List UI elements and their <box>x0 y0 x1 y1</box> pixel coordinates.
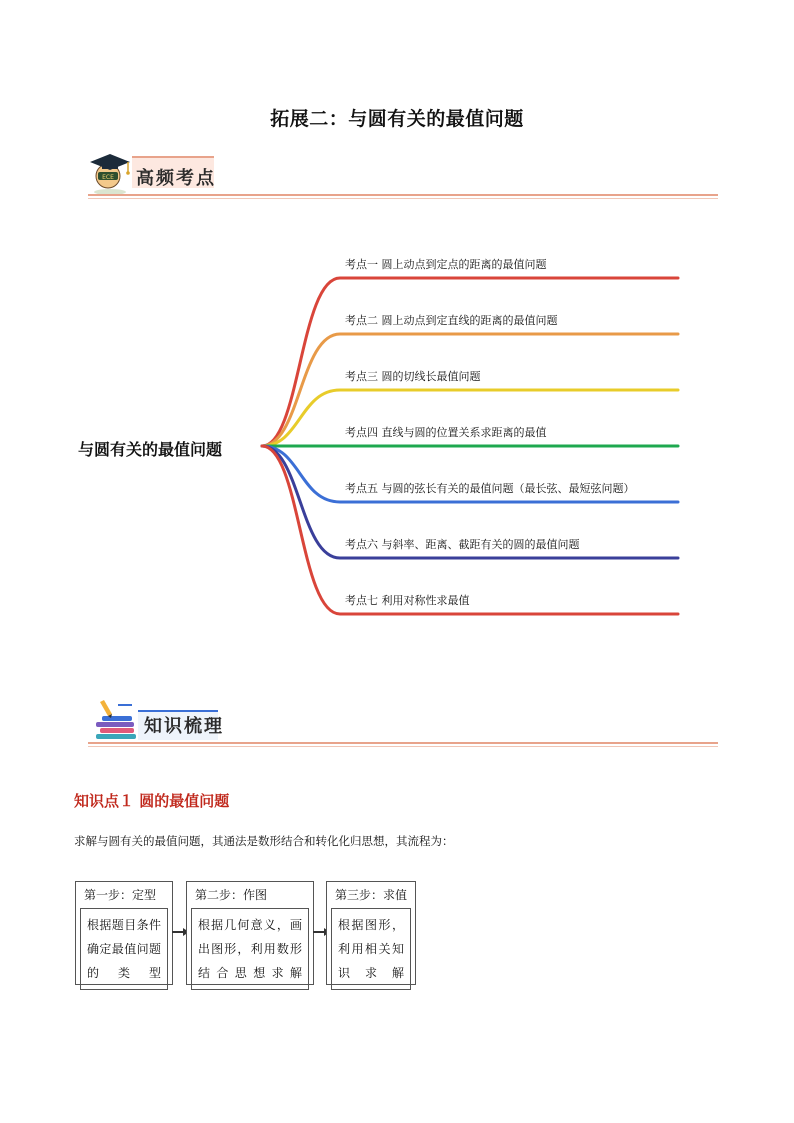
mindmap-branch-label-3: 考点三 圆的切线长最值问题 <box>345 370 481 383</box>
mindmap-branch-label-2: 考点二 圆上动点到定直线的距离的最值问题 <box>345 314 558 327</box>
flow-step-head: 第三步：求值 <box>335 888 408 902</box>
mindmap-branch-label-1: 考点一 圆上动点到定点的距离的最值问题 <box>345 258 547 271</box>
flow-step-3 <box>326 881 416 985</box>
svg-text:ECE: ECE <box>102 174 114 181</box>
mindmap-branch-label-4: 考点四 直线与圆的位置关系求距离的最值 <box>345 426 547 439</box>
arrow-right-icon <box>313 931 325 933</box>
flow-step-body: 根据图形，利用相关知识求解 <box>331 908 411 990</box>
section-header-knowledge <box>88 700 718 744</box>
flow-step-body: 根据题目条件确定最值问题的类型 <box>80 908 168 990</box>
flow-step-head: 第一步：定型 <box>84 888 157 902</box>
flow-step-head: 第二步：作图 <box>195 888 268 902</box>
flow-step-2 <box>186 881 314 985</box>
knowledge-point-heading: 知识点１ 圆的最值问题 <box>74 792 230 810</box>
mindmap-root: 与圆有关的最值问题 <box>78 440 223 459</box>
page-title: 拓展二：与圆有关的最值问题 <box>270 108 524 130</box>
pencil-books-icon <box>92 700 142 744</box>
section-label: 知识梳理 <box>144 716 224 737</box>
arrow-right-icon <box>172 931 184 933</box>
flow-step-1 <box>75 881 173 985</box>
section-label: 高频考点 <box>136 168 216 189</box>
flow-step-body: 根据几何意义，画出图形，利用数形结合思想求解 <box>191 908 309 990</box>
mindmap-branch-label-7: 考点七 利用对称性求最值 <box>345 594 470 607</box>
knowledge-point-intro: 求解与圆有关的最值问题，其通法是数形结合和转化化归思想，其流程为： <box>74 834 454 848</box>
mindmap-branch-label-6: 考点六 与斜率、距离、截距有关的圆的最值问题 <box>345 538 580 551</box>
mindmap-branch-label-5: 考点五 与圆的弦长有关的最值问题（最长弦、最短弦问题） <box>345 482 635 495</box>
